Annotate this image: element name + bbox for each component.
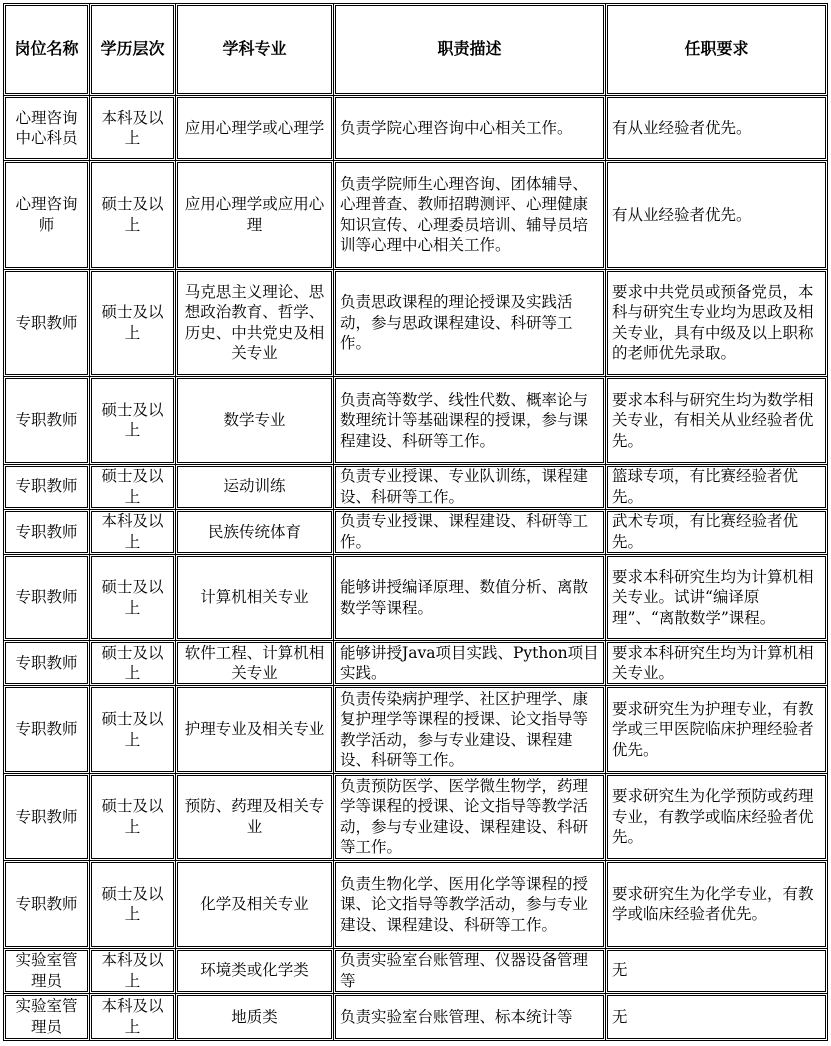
cell-position: 专职教师 — [4, 641, 90, 686]
table-header — [4, 4, 828, 96]
table-row — [4, 949, 828, 994]
cell-requirements: 要求研究生为化学预防或药理专业，有教学或临床经验者优先。 — [606, 774, 828, 861]
table-row — [4, 994, 828, 1041]
cell-education: 本科及以上 — [90, 96, 176, 161]
cell-duties: 负责预防医学、医学微生物学，药理学等课程的授课、论文指导等教学活动，参与专业建设、课程建设、科研等工作。 — [334, 774, 606, 861]
cell-duties: 负责专业授课、课程建设、科研等工作。 — [334, 510, 606, 555]
cell-education: 硕士及以上 — [90, 377, 176, 464]
cell-position: 专职教师 — [4, 270, 90, 377]
cell-position: 心理咨询师 — [4, 161, 90, 269]
cell-duties: 负责学院师生心理咨询、团体辅导、心理普查、教师招聘测评、心理健康知识宣传、心理委员培训、辅导员培训等心理中心相关工作。 — [334, 161, 606, 269]
cell-major: 预防、药理及相关专业 — [176, 774, 334, 861]
cell-position: 专职教师 — [4, 465, 90, 510]
cell-requirements: 要求研究生为护理专业，有教学或三甲医院临床护理经验者优先。 — [606, 686, 828, 773]
cell-duties: 负责专业授课、专业队训练，课程建设、科研等工作。 — [334, 465, 606, 510]
table-body — [4, 96, 828, 1041]
cell-duties: 负责高等数学、线性代数、概率论与数理统计等基础课程的授课，参与课程建设、科研等工作。 — [334, 377, 606, 464]
cell-education: 硕士及以上 — [90, 686, 176, 773]
recruitment-table — [3, 3, 828, 1041]
cell-education: 硕士及以上 — [90, 555, 176, 641]
table-row — [4, 96, 828, 161]
cell-position: 专职教师 — [4, 377, 90, 464]
cell-requirements: 要求中共党员或预备党员，本科与研究生专业均为思政及相关专业，具有中级及以上职称的老师优先录取。 — [606, 270, 828, 377]
cell-major: 数学专业 — [176, 377, 334, 464]
cell-position: 实验室管理员 — [4, 994, 90, 1041]
cell-duties: 负责实验室台账管理、仪器设备管理等 — [334, 949, 606, 994]
cell-position: 实验室管理员 — [4, 949, 90, 994]
cell-position: 专职教师 — [4, 555, 90, 641]
table-row — [4, 161, 828, 269]
cell-duties: 能够讲授Java项目实践、Python项目实践。 — [334, 641, 606, 686]
table-row — [4, 270, 828, 377]
cell-major: 地质类 — [176, 994, 334, 1041]
cell-major: 应用心理学或应用心理 — [176, 161, 334, 269]
cell-requirements: 要求本科研究生均为计算机相关专业。 — [606, 641, 828, 686]
cell-major: 软件工程、计算机相关专业 — [176, 641, 334, 686]
cell-position: 专职教师 — [4, 861, 90, 948]
cell-requirements: 有从业经验者优先。 — [606, 96, 828, 161]
cell-major: 护理专业及相关专业 — [176, 686, 334, 773]
cell-position: 专职教师 — [4, 686, 90, 773]
table-row — [4, 465, 828, 510]
cell-duties: 负责传染病护理学、社区护理学、康复护理学等课程的授课、论文指导等教学活动，参与专业建设、课程建设、科研等工作。 — [334, 686, 606, 773]
cell-duties: 负责实验室台账管理、标本统计等 — [334, 994, 606, 1041]
cell-duties: 负责思政课程的理论授课及实践活动，参与思政课程建设、科研等工作。 — [334, 270, 606, 377]
cell-major: 化学及相关专业 — [176, 861, 334, 948]
table-row — [4, 510, 828, 555]
cell-major: 民族传统体育 — [176, 510, 334, 555]
cell-duties: 能够讲授编译原理、数值分析、离散数学等课程。 — [334, 555, 606, 641]
cell-education: 本科及以上 — [90, 949, 176, 994]
header-major: 学科专业 — [176, 4, 334, 96]
table-row — [4, 641, 828, 686]
cell-position: 心理咨询中心科员 — [4, 96, 90, 161]
cell-requirements: 篮球专项，有比赛经验者优先。 — [606, 465, 828, 510]
header-position: 岗位名称 — [4, 4, 90, 96]
cell-requirements: 要求研究生为化学专业，有教学或临床经验者优先。 — [606, 861, 828, 948]
cell-duties: 负责生物化学、医用化学等课程的授课、论文指导等教学活动，参与专业建设、课程建设、科研等工作。 — [334, 861, 606, 948]
header-education: 学历层次 — [90, 4, 176, 96]
cell-education: 硕士及以上 — [90, 774, 176, 861]
cell-position: 专职教师 — [4, 774, 90, 861]
table-row — [4, 377, 828, 464]
cell-education: 本科及以上 — [90, 510, 176, 555]
cell-education: 硕士及以上 — [90, 161, 176, 269]
header-requirements: 任职要求 — [606, 4, 828, 96]
cell-major: 环境类或化学类 — [176, 949, 334, 994]
cell-major: 马克思主义理论、思想政治教育、哲学、历史、中共党史及相关专业 — [176, 270, 334, 377]
cell-education: 本科及以上 — [90, 994, 176, 1041]
cell-education: 硕士及以上 — [90, 270, 176, 377]
cell-position: 专职教师 — [4, 510, 90, 555]
table-row — [4, 774, 828, 861]
header-duties: 职责描述 — [334, 4, 606, 96]
cell-education: 硕士及以上 — [90, 465, 176, 510]
table-row — [4, 555, 828, 641]
table-row — [4, 686, 828, 773]
header-row — [4, 4, 828, 96]
cell-requirements: 无 — [606, 994, 828, 1041]
cell-requirements: 要求本科研究生均为计算机相关专业。试讲“编译原理”、“离散数学”课程。 — [606, 555, 828, 641]
cell-major: 计算机相关专业 — [176, 555, 334, 641]
cell-requirements: 武术专项，有比赛经验者优先。 — [606, 510, 828, 555]
cell-major: 运动训练 — [176, 465, 334, 510]
cell-requirements: 要求本科与研究生均为数学相关专业，有相关从业经验者优先。 — [606, 377, 828, 464]
cell-duties: 负责学院心理咨询中心相关工作。 — [334, 96, 606, 161]
cell-requirements: 有从业经验者优先。 — [606, 161, 828, 269]
table-row — [4, 861, 828, 948]
cell-major: 应用心理学或心理学 — [176, 96, 334, 161]
cell-requirements: 无 — [606, 949, 828, 994]
cell-education: 硕士及以上 — [90, 641, 176, 686]
cell-education: 硕士及以上 — [90, 861, 176, 948]
